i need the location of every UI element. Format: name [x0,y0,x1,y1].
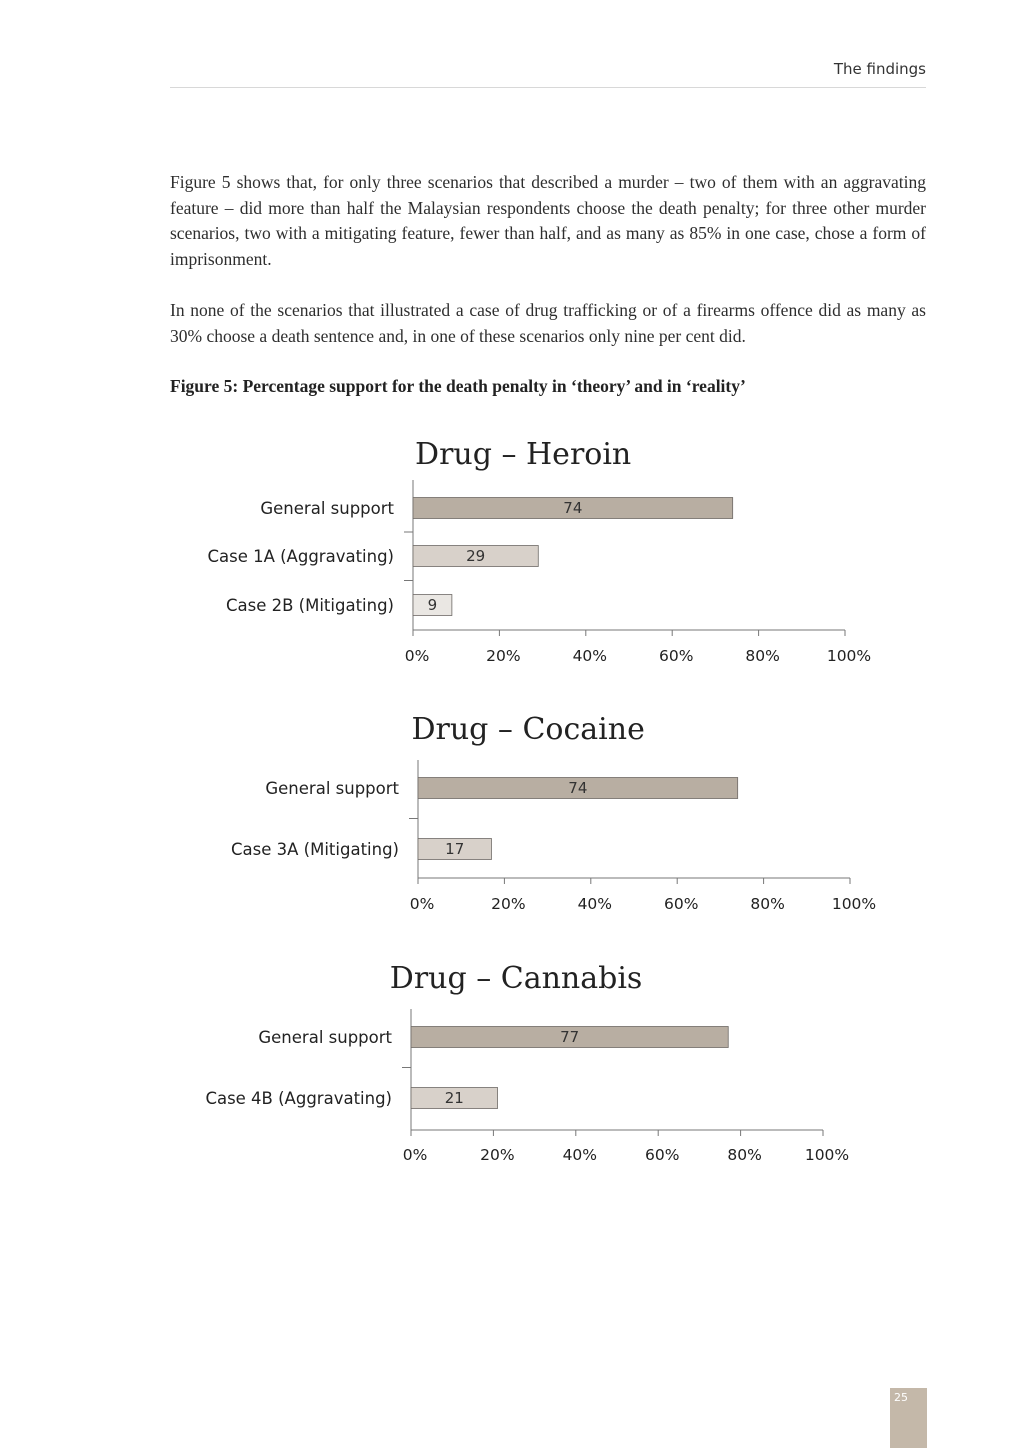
header-rule [170,87,926,88]
chart-cannabis-x-tick-label: 0% [402,1146,428,1164]
chart-cannabis-x-tick-label: 20% [480,1146,515,1164]
chart-heroin [0,430,1024,680]
body-paragraph-1: Figure 5 shows that, for only three scenarios that described a murder – two of them with an aggravating feature – did more than half the Malaysian respondents choose the death penalty; for three other murder scenarios, two with a mitigating feature, fewer than half, and as many as 85% in one case, chose a form of imprisonment. [170,172,926,269]
chart-cannabis-data-label: 21 [444,1089,464,1107]
chart-cannabis-title: Drug – Cannabis [389,961,643,996]
chart-heroin-x-tick-label: 80% [745,647,780,665]
chart-heroin-data-label: 29 [466,547,486,565]
chart-heroin-category-label: Case 1A (Aggravating) [207,547,394,566]
chart-heroin-x-tick-label: 40% [572,647,608,665]
chart-cocaine-x-tick-label: 20% [491,895,526,913]
chart-cocaine-title: Drug – Cocaine [411,712,645,747]
chart-cocaine-x-tick-label: 60% [663,895,699,913]
chart-cannabis-svg [0,955,1024,1165]
running-head: The findings [833,60,926,78]
chart-cocaine-svg [0,705,1024,915]
chart-cocaine-category-label: Case 3A (Mitigating) [231,840,399,859]
chart-cocaine-data-label: 17 [445,840,465,858]
chart-heroin-data-label: 74 [563,499,583,517]
chart-cocaine-x-tick-label: 0% [409,895,435,913]
chart-cocaine [0,705,1024,915]
chart-heroin-title: Drug – Heroin [415,437,632,472]
chart-heroin-svg [0,430,1024,680]
chart-cocaine-x-tick-label: 40% [577,895,613,913]
chart-cannabis-data-label: 77 [560,1028,580,1046]
page-number: 25 [894,1391,908,1404]
body-paragraph-2: In none of the scenarios that illustrated a case of drug trafficking or of a firearms offence did as many as 30% choose a death sentence and, in one of these scenarios only nine per cent did. [170,300,926,346]
chart-heroin-x-tick-label: 0% [404,647,430,665]
chart-cannabis-x-tick-label: 100% [804,1146,850,1164]
chart-cannabis-x-tick-label: 40% [562,1146,598,1164]
chart-cocaine-x-tick-label: 100% [831,895,877,913]
chart-cannabis-x-tick-label: 60% [644,1146,680,1164]
chart-cocaine-category-label: General support [265,779,399,798]
chart-heroin-category-label: Case 2B (Mitigating) [225,596,394,615]
figure-caption: Figure 5: Percentage support for the death penalty in ‘theory’ and in ‘reality’ [170,376,746,396]
chart-heroin-category-label: General support [260,499,394,518]
chart-heroin-x-tick-label: 100% [826,647,872,665]
chart-cannabis-category-label: General support [258,1028,392,1047]
chart-cannabis-x-tick-label: 80% [727,1146,762,1164]
chart-heroin-x-tick-label: 60% [658,647,694,665]
chart-cocaine-x-tick-label: 80% [750,895,785,913]
chart-heroin-x-tick-label: 20% [486,647,521,665]
chart-heroin-data-label: 9 [427,596,438,614]
chart-cannabis-category-label: Case 4B (Aggravating) [205,1089,392,1108]
chart-cocaine-data-label: 74 [568,779,588,797]
chart-cannabis [0,955,1024,1165]
